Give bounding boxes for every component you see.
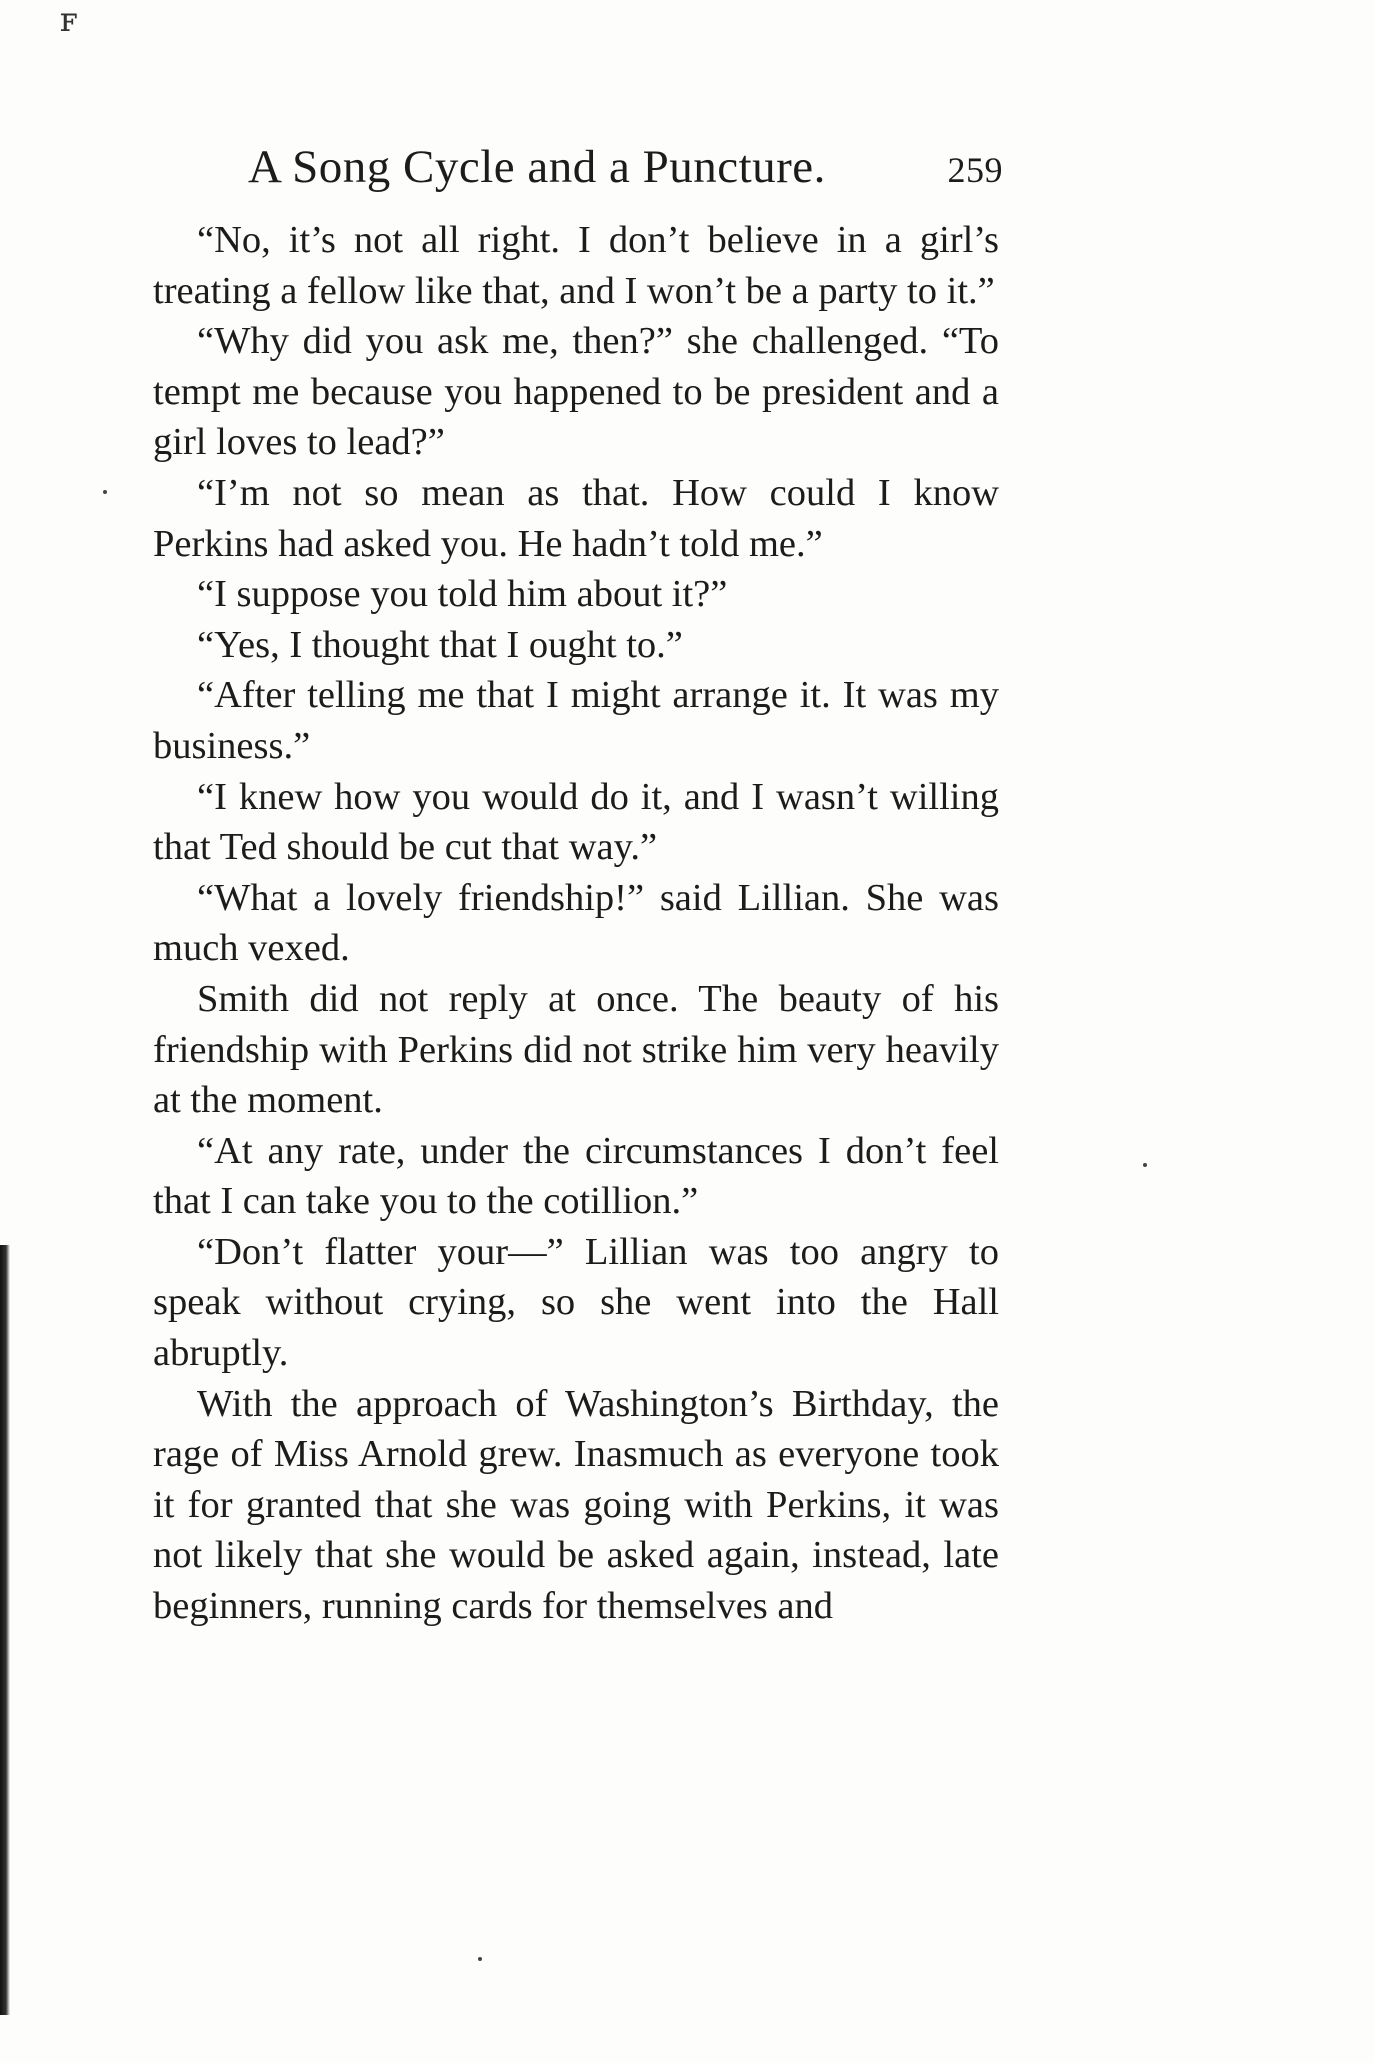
paragraph: “What a lovely friendship!” said Lillian. She was much vexed.	[153, 876, 999, 970]
binding-edge-shadow	[0, 1245, 10, 2015]
paragraph: Smith did not reply at once. The beauty of his friendship with Perkins did not strike him very heavily at the moment.	[153, 977, 999, 1122]
paragraph: “After telling me that I might arrange it. It was my business.”	[153, 674, 999, 767]
paragraph: With the approach of Washington’s Birthday, the rage of Miss Arnold grew. Inasmuch as everyone took it for granted that she was going with Perkins, it was not likely that she would be asked again, instead, late beginners, running cards for themselves and	[153, 1382, 999, 1628]
paragraph: “At any rate, under the circumstances I don’t feel that I can take you to the cotillion.”	[153, 1129, 999, 1223]
scan-speck	[1143, 1163, 1147, 1167]
body-text	[153, 215, 999, 1632]
running-head	[153, 135, 1003, 215]
paragraph: “I’m not so mean as that. How could I know Perkins had asked you. He hadn’t told me.”	[153, 471, 999, 565]
paragraph: “Why did you ask me, then?” she challenged. “To tempt me because you happened to be president and a girl loves to lead?”	[153, 320, 999, 464]
paragraph: “Yes, I thought that I ought to.”	[197, 623, 683, 666]
book-page	[153, 135, 1003, 1632]
paragraph: “No, it’s not all right. I don’t believe in a girl’s treating a fellow like that, and I won’t be a party to it.”	[153, 219, 999, 312]
page-number: 259	[947, 150, 1003, 190]
scan-corner-mark: ꜰ	[60, 2, 78, 39]
paragraph: “Don’t flatter your—” Lillian was too angry to speak without crying, so she went into the Hall abruptly.	[153, 1230, 999, 1375]
scan-speck	[103, 490, 107, 494]
scan-speck	[478, 1957, 482, 1961]
paragraph: “I knew how you would do it, and I wasn’t willing that Ted should be cut that way.”	[153, 775, 999, 869]
paragraph: “I suppose you told him about it?”	[197, 573, 728, 616]
running-title: A Song Cycle and a Puncture.	[248, 141, 826, 193]
